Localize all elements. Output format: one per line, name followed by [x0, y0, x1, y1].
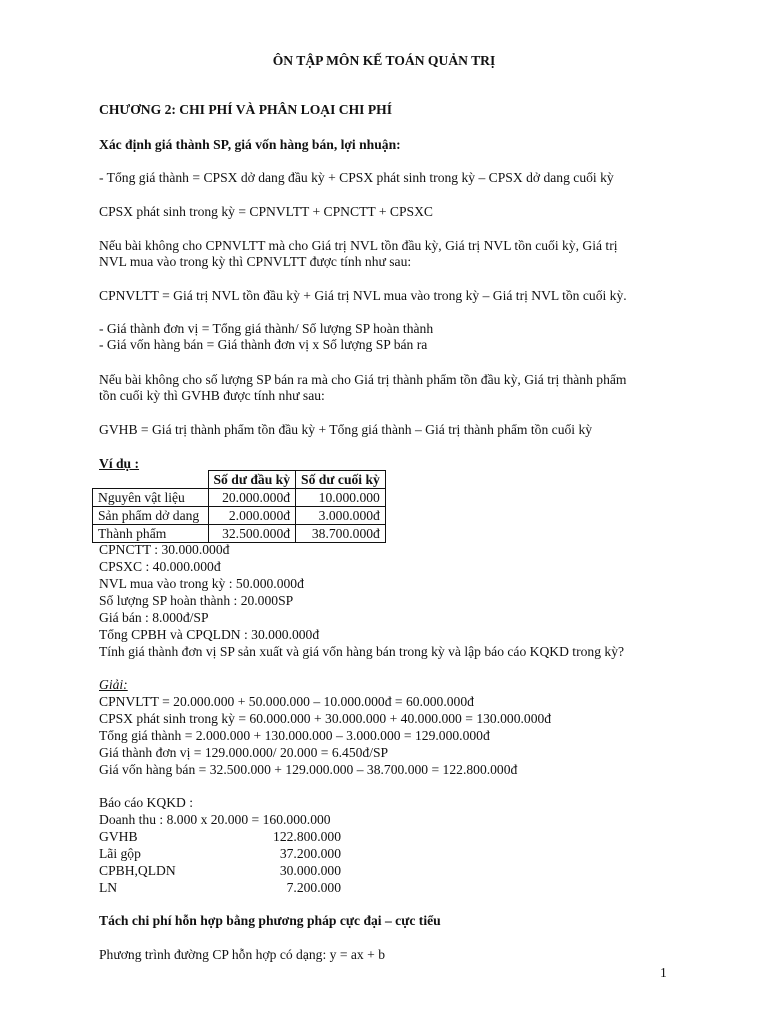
table-cell: 20.000.000đ — [208, 489, 296, 507]
solution-line: Tổng giá thành = 2.000.000 + 130.000.000 – 3.000.000 = 129.000.000đ — [99, 728, 490, 743]
report-row-label: LN — [99, 880, 118, 895]
paragraph: - Tổng giá thành = CPSX dở dang đầu kỳ + CPSX phát sinh trong kỳ – CPSX dở dang cuối kỳ — [99, 170, 614, 185]
table-row — [93, 507, 386, 525]
table-cell: Sản phẩm dở dang — [93, 507, 209, 525]
table-cell: 2.000.000đ — [208, 507, 296, 525]
chapter-heading: CHƯƠNG 2: CHI PHÍ VÀ PHÂN LOẠI CHI PHÍ — [99, 102, 393, 117]
solution-line: Giá thành đơn vị = 129.000.000/ 20.000 = 6.450đ/SP — [99, 745, 389, 760]
example-label: Ví dụ : — [99, 456, 140, 471]
paragraph: Nếu bài không cho CPNVLTT mà cho Giá trị NVL tồn đầu kỳ, Giá trị NVL tồn cuối kỳ, Giá trị — [99, 238, 618, 253]
paragraph: - Giá thành đơn vị = Tổng giá thành/ Số lượng SP hoàn thành — [99, 321, 434, 336]
given-line: NVL mua vào trong kỳ : 50.000.000đ — [99, 576, 304, 591]
table-cell: 32.500.000đ — [208, 525, 296, 543]
section-heading: Xác định giá thành SP, giá vốn hàng bán, lợi nhuận: — [99, 137, 401, 152]
report-row-value: 7.200.000 — [286, 880, 341, 895]
table-cell: 3.000.000đ — [296, 507, 386, 525]
paragraph: CPNVLTT = Giá trị NVL tồn đầu kỳ + Giá trị NVL mua vào trong kỳ – Giá trị NVL tồn cuối kỳ. — [99, 288, 627, 303]
paragraph: NVL mua vào trong kỳ thì CPNVLTT được tính như sau: — [99, 254, 412, 269]
given-line: CPSXC : 40.000.000đ — [99, 559, 221, 574]
paragraph: CPSX phát sinh trong kỳ = CPNVLTT + CPNCTT + CPSXC — [99, 204, 433, 219]
page-title: ÔN TẬP MÔN KẾ TOÁN QUẢN TRỊ — [272, 53, 496, 68]
paragraph: Nếu bài không cho số lượng SP bán ra mà cho Giá trị thành phẩm tồn đầu kỳ, Giá trị thành phẩm — [99, 372, 627, 387]
report-row-value: 122.800.000 — [273, 829, 341, 844]
paragraph: tồn cuối kỳ thì GVHB được tính như sau: — [99, 388, 325, 403]
report-row-label: GVHB — [99, 829, 138, 844]
table-cell: 38.700.000đ — [296, 525, 386, 543]
table-corner — [93, 471, 209, 489]
solution-label: Giải: — [99, 677, 128, 692]
table-row — [93, 525, 386, 543]
report-row-value: 30.000.000 — [279, 863, 341, 878]
given-line: Số lượng SP hoàn thành : 20.000SP — [99, 593, 294, 608]
given-line: CPNCTT : 30.000.000đ — [99, 542, 230, 557]
table-header-row — [93, 471, 386, 489]
question-line: Tính giá thành đơn vị SP sản xuất và giá vốn hàng bán trong kỳ và lập báo cáo KQKD trong kỳ? — [99, 644, 625, 659]
table-cell: Thành phẩm — [93, 525, 209, 543]
solution-line: CPSX phát sinh trong kỳ = 60.000.000 + 30.000.000 + 40.000.000 = 130.000.000đ — [99, 711, 552, 726]
solution-line: Giá vốn hàng bán = 32.500.000 + 129.000.000 – 38.700.000 = 122.800.000đ — [99, 762, 518, 777]
solution-line: CPNVLTT = 20.000.000 + 50.000.000 – 10.000.000đ = 60.000.000đ — [99, 694, 474, 709]
given-line: Giá bán : 8.000đ/SP — [99, 610, 209, 625]
section-heading: Tách chi phí hỗn hợp bằng phương pháp cực đại – cực tiểu — [99, 913, 441, 928]
table-cell: 10.000.000 — [296, 489, 386, 507]
report-row-label: CPBH,QLDN — [99, 863, 176, 878]
page-number: 1 — [660, 965, 667, 980]
report-row-value: 37.200.000 — [279, 846, 341, 861]
paragraph: - Giá vốn hàng bán = Giá thành đơn vị x Số lượng SP bán ra — [99, 337, 428, 352]
paragraph: GVHB = Giá trị thành phẩm tồn đầu kỳ + Tổng giá thành – Giá trị thành phẩm tồn cuối kỳ — [99, 422, 593, 437]
report-row-label: Lãi gộp — [99, 846, 141, 861]
table-header: Số dư đầu kỳ — [208, 471, 296, 489]
table-header: Số dư cuối kỳ — [296, 471, 386, 489]
given-line: Tổng CPBH và CPQLDN : 30.000.000đ — [99, 627, 320, 642]
balance-table — [92, 470, 386, 543]
table-row — [93, 489, 386, 507]
paragraph: Phương trình đường CP hỗn hợp có dạng: y = ax + b — [99, 947, 385, 962]
report-label: Báo cáo KQKD : — [99, 795, 194, 810]
report-revenue: Doanh thu : 8.000 x 20.000 = 160.000.000 — [99, 812, 331, 827]
table-cell: Nguyên vật liệu — [93, 489, 209, 507]
